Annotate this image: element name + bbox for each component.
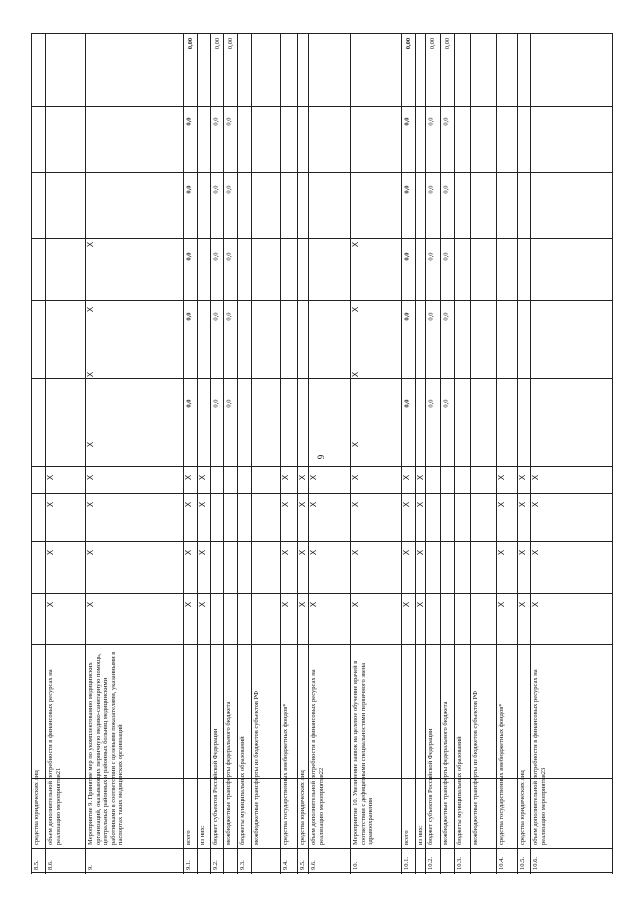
not-applicable-mark: X bbox=[86, 306, 96, 313]
row-divider bbox=[237, 33, 238, 874]
not-applicable-mark: X bbox=[518, 549, 528, 556]
not-applicable-mark: X bbox=[46, 501, 56, 508]
row-divider bbox=[297, 33, 298, 874]
row-label: объем дополнительной потребности в финансовых ресурсах на реализацию мероприятия22 bbox=[310, 669, 325, 845]
column-divider bbox=[31, 300, 612, 301]
not-applicable-mark: X bbox=[416, 549, 426, 556]
not-applicable-mark: X bbox=[402, 474, 412, 481]
not-applicable-mark: X bbox=[298, 474, 308, 481]
funding-value: 0,0 bbox=[442, 117, 450, 126]
funding-value: 0,00 bbox=[187, 37, 195, 50]
not-applicable-mark: X bbox=[531, 474, 541, 481]
row-divider bbox=[612, 33, 613, 874]
row-divider bbox=[31, 33, 32, 874]
row-divider bbox=[454, 33, 455, 874]
funding-value: 0,0 bbox=[185, 312, 193, 321]
row-label: средства юридических лиц bbox=[519, 770, 526, 845]
not-applicable-mark: X bbox=[351, 549, 361, 556]
row-label: межбюджетные трансферты из бюджетов субъектов РФ bbox=[472, 690, 479, 845]
not-applicable-mark: X bbox=[298, 549, 308, 556]
row-label: межбюджетные трансферты федерального бюджета bbox=[225, 701, 232, 845]
row-divider bbox=[85, 33, 86, 874]
not-applicable-mark: X bbox=[184, 501, 194, 508]
not-applicable-mark: X bbox=[309, 601, 319, 608]
row-divider bbox=[496, 33, 497, 874]
funding-value: 0,00 bbox=[214, 37, 222, 50]
row-label: Мероприятие 9. Принятие мер по укомплектованию медицинских организаций, оказывающих первичную медико-санитарную помощь, центральных районных и районных больниц медицинскими работниками в соответствии с целевыми показателями, указанными в паспортах таких медицинских организаций bbox=[87, 651, 124, 845]
not-applicable-mark: X bbox=[402, 501, 412, 508]
funding-value: 0,0 bbox=[225, 185, 233, 194]
funding-value: 0,0 bbox=[427, 117, 435, 126]
not-applicable-mark: X bbox=[416, 501, 426, 508]
funding-value: 0,0 bbox=[225, 117, 233, 126]
funding-value: 0,0 bbox=[212, 252, 220, 261]
funding-value: 0,00 bbox=[405, 37, 413, 50]
row-label: всего bbox=[403, 830, 410, 845]
not-applicable-mark: X bbox=[518, 474, 528, 481]
funding-value: 0,0 bbox=[442, 252, 450, 261]
not-applicable-mark: X bbox=[184, 474, 194, 481]
row-label: объем дополнительной потребности в финансовых ресурсах на реализацию мероприятия23 bbox=[532, 669, 547, 845]
row-divider bbox=[210, 33, 211, 874]
column-divider bbox=[31, 872, 612, 873]
not-applicable-mark: X bbox=[46, 474, 56, 481]
row-number: 9.3. bbox=[239, 860, 246, 870]
column-divider bbox=[31, 644, 612, 645]
not-applicable-mark: X bbox=[531, 501, 541, 508]
row-label: средства государственных внебюджетных фондов* bbox=[498, 703, 505, 845]
not-applicable-mark: X bbox=[497, 601, 507, 608]
row-divider bbox=[45, 33, 46, 874]
row-divider bbox=[350, 33, 351, 874]
funding-value: 0,0 bbox=[427, 312, 435, 321]
not-applicable-mark: X bbox=[351, 306, 361, 313]
row-label: из них: bbox=[417, 825, 424, 845]
column-divider bbox=[31, 848, 612, 849]
column-divider bbox=[31, 172, 612, 173]
not-applicable-mark: X bbox=[281, 501, 291, 508]
not-applicable-mark: X bbox=[198, 474, 208, 481]
not-applicable-mark: X bbox=[531, 549, 541, 556]
row-label: средства государственных внебюджетных фондов* bbox=[282, 703, 289, 845]
column-divider bbox=[31, 466, 612, 467]
funding-value: 0,0 bbox=[403, 117, 411, 126]
not-applicable-mark: X bbox=[416, 474, 426, 481]
not-applicable-mark: X bbox=[86, 241, 96, 248]
not-applicable-mark: X bbox=[86, 601, 96, 608]
row-divider bbox=[401, 33, 402, 874]
row-divider bbox=[517, 33, 518, 874]
not-applicable-mark: X bbox=[497, 474, 507, 481]
not-applicable-mark: X bbox=[531, 601, 541, 608]
funding-value: 0,0 bbox=[442, 399, 450, 408]
funding-value: 0,00 bbox=[227, 37, 235, 50]
row-number: 8.5. bbox=[33, 860, 40, 870]
not-applicable-mark: X bbox=[351, 441, 361, 448]
row-label: объем дополнительной потребности в финансовых ресурсах на реализацию мероприятия21 bbox=[47, 669, 62, 845]
row-label: бюджет субъектов Российской Федерации bbox=[212, 728, 219, 845]
not-applicable-mark: X bbox=[351, 371, 361, 378]
not-applicable-mark: X bbox=[86, 474, 96, 481]
row-divider bbox=[530, 33, 531, 874]
row-divider bbox=[197, 33, 198, 874]
row-label: бюджеты муниципальных образований bbox=[239, 736, 246, 845]
not-applicable-mark: X bbox=[351, 474, 361, 481]
funding-value: 0,0 bbox=[225, 399, 233, 408]
not-applicable-mark: X bbox=[184, 601, 194, 608]
funding-value: 0,0 bbox=[427, 399, 435, 408]
funding-value: 0,0 bbox=[403, 252, 411, 261]
not-applicable-mark: X bbox=[281, 549, 291, 556]
funding-value: 0,0 bbox=[403, 185, 411, 194]
not-applicable-mark: X bbox=[86, 441, 96, 448]
not-applicable-mark: X bbox=[86, 549, 96, 556]
column-divider bbox=[31, 238, 612, 239]
funding-value: 0,0 bbox=[442, 185, 450, 194]
not-applicable-mark: X bbox=[46, 549, 56, 556]
not-applicable-mark: X bbox=[86, 501, 96, 508]
funding-value: 0,00 bbox=[444, 37, 452, 50]
not-applicable-mark: X bbox=[497, 549, 507, 556]
row-divider bbox=[251, 33, 252, 874]
column-divider bbox=[31, 541, 612, 542]
row-number: 10.1. bbox=[403, 857, 410, 870]
funding-value: 0,0 bbox=[185, 185, 193, 194]
not-applicable-mark: X bbox=[281, 474, 291, 481]
row-label: Мероприятие 10. Увеличение заявок на целевое обучение врачей в соответствии с дефицитными специальностями первичного звена здравоохранения bbox=[352, 660, 374, 845]
row-divider bbox=[223, 33, 224, 874]
not-applicable-mark: X bbox=[402, 601, 412, 608]
row-number: 9.1. bbox=[185, 860, 192, 870]
not-applicable-mark: X bbox=[402, 549, 412, 556]
row-number: 10.4. bbox=[498, 857, 505, 870]
row-label: всего bbox=[185, 830, 192, 845]
not-applicable-mark: X bbox=[298, 501, 308, 508]
row-divider bbox=[308, 33, 309, 874]
funding-value: 0,0 bbox=[403, 399, 411, 408]
not-applicable-mark: X bbox=[497, 501, 507, 508]
funding-value: 0,0 bbox=[212, 312, 220, 321]
not-applicable-mark: X bbox=[518, 501, 528, 508]
row-number: 10. bbox=[352, 861, 359, 870]
funding-value: 0,0 bbox=[403, 312, 411, 321]
row-number: 9. bbox=[87, 865, 94, 870]
not-applicable-mark: X bbox=[351, 501, 361, 508]
not-applicable-mark: X bbox=[184, 549, 194, 556]
funding-value: 0,0 bbox=[185, 117, 193, 126]
not-applicable-mark: X bbox=[198, 549, 208, 556]
row-number: 10.3. bbox=[456, 857, 463, 870]
funding-value: 0,00 bbox=[429, 37, 437, 50]
row-label: бюджет субъектов Российской Федерации bbox=[427, 728, 434, 845]
row-divider bbox=[415, 33, 416, 874]
not-applicable-mark: X bbox=[309, 549, 319, 556]
funding-value: 0,0 bbox=[427, 185, 435, 194]
column-divider bbox=[31, 378, 612, 379]
row-label: бюджеты муниципальных образований bbox=[456, 736, 463, 845]
row-number: 9.2. bbox=[212, 860, 219, 870]
column-divider bbox=[31, 593, 612, 594]
not-applicable-mark: X bbox=[351, 601, 361, 608]
row-number: 10.2. bbox=[427, 857, 434, 870]
row-label: межбюджетные трансферты федерального бюджета bbox=[442, 701, 449, 845]
not-applicable-mark: X bbox=[309, 474, 319, 481]
not-applicable-mark: X bbox=[298, 601, 308, 608]
row-divider bbox=[425, 33, 426, 874]
funding-value: 0,0 bbox=[212, 185, 220, 194]
row-label: средства юридических лиц bbox=[33, 770, 40, 845]
funding-value: 0,0 bbox=[225, 252, 233, 261]
row-divider bbox=[280, 33, 281, 874]
row-label: средства юридических лиц bbox=[299, 770, 306, 845]
row-divider bbox=[470, 33, 471, 874]
column-divider bbox=[31, 493, 612, 494]
row-number: 9.4. bbox=[282, 860, 289, 870]
funding-value: 0,0 bbox=[185, 399, 193, 408]
funding-value: 0,0 bbox=[427, 252, 435, 261]
not-applicable-mark: X bbox=[46, 601, 56, 608]
page-number: 6 bbox=[315, 454, 326, 460]
row-divider bbox=[183, 33, 184, 874]
row-label: межбюджетные трансферты из бюджетов субъектов РФ bbox=[253, 690, 260, 845]
funding-value: 0,0 bbox=[442, 312, 450, 321]
row-number: 9.6. bbox=[310, 860, 317, 870]
funding-value: 0,0 bbox=[185, 252, 193, 261]
row-divider bbox=[440, 33, 441, 874]
row-number: 10.6. bbox=[532, 857, 539, 870]
not-applicable-mark: X bbox=[198, 601, 208, 608]
funding-value: 0,0 bbox=[212, 117, 220, 126]
funding-value: 0,0 bbox=[225, 312, 233, 321]
not-applicable-mark: X bbox=[281, 601, 291, 608]
row-number: 8.6. bbox=[47, 860, 54, 870]
not-applicable-mark: X bbox=[198, 501, 208, 508]
not-applicable-mark: X bbox=[86, 371, 96, 378]
not-applicable-mark: X bbox=[518, 601, 528, 608]
funding-value: 0,0 bbox=[212, 399, 220, 408]
not-applicable-mark: X bbox=[309, 501, 319, 508]
not-applicable-mark: X bbox=[416, 601, 426, 608]
row-label: из них: bbox=[199, 825, 206, 845]
row-number: 10.5. bbox=[519, 857, 526, 870]
column-divider bbox=[31, 33, 612, 34]
column-divider bbox=[31, 106, 612, 107]
row-number: 9.5. bbox=[299, 860, 306, 870]
not-applicable-mark: X bbox=[351, 241, 361, 248]
